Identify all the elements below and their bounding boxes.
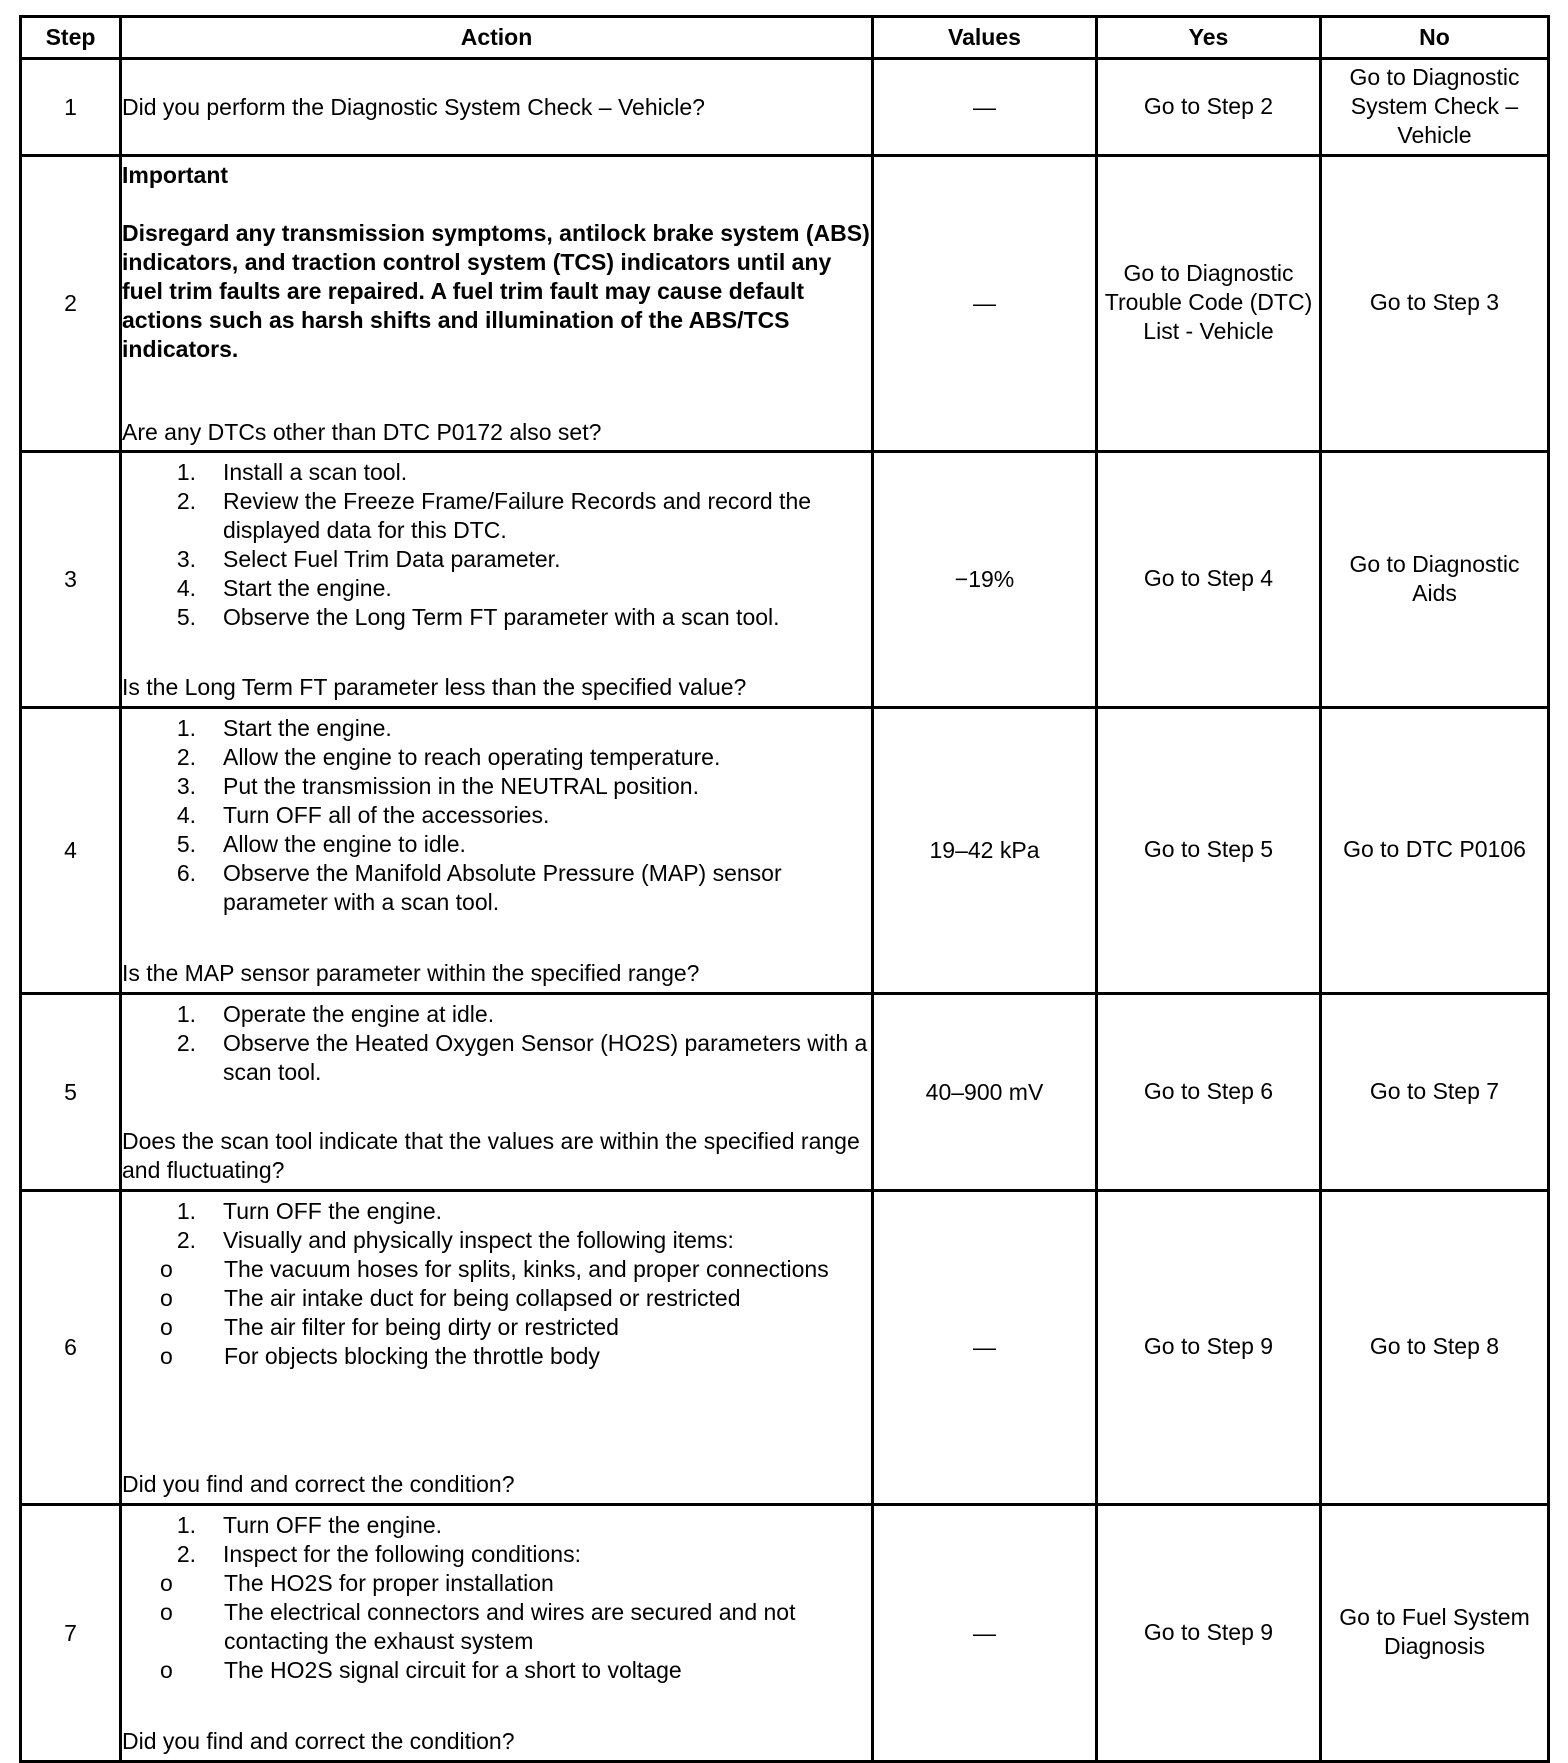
list-item [122,1284,871,1313]
table-row [21,1191,1549,1505]
list-number: 6. [176,859,196,886]
no-cell[interactable] [1321,1505,1549,1762]
bullet: o [160,1284,173,1311]
list-number: 2. [176,1226,196,1253]
list-text: For objects blocking the throttle body [224,1342,600,1369]
list-item [122,1598,871,1656]
list-text: Put the transmission in the NEUTRAL position. [223,772,699,799]
list-item [122,545,871,574]
list-text: Allow the engine to reach operating temperature. [223,743,721,770]
important-text: Disregard any transmission symptoms, antilock brake system (ABS) indicators, and traction control system (TCS) indicators until any fuel trim faults are repaired. A fuel trim fault may cause default actions such as harsh shifts and illumination of the ABS/TCS indicators. [122,219,870,362]
no-text[interactable]: Go to Step 7 [1369,1077,1500,1104]
action-cell [121,994,873,1191]
list-text: Observe the Manifold Absolute Pressure (MAP) sensor parameter with a scan tool. [223,859,782,915]
no-text[interactable]: Go to Diagnostic System Check – Vehicle [1349,63,1520,148]
yes-cell[interactable] [1097,156,1321,452]
list-item [122,603,871,632]
list-number: 1. [176,458,196,485]
yes-text[interactable]: Go to Diagnostic Trouble Code (DTC) List - Vehicle [1104,260,1313,344]
table-row [21,452,1549,708]
yes-text[interactable]: Go to Step 2 [1143,92,1274,119]
list-number: 2. [176,1029,196,1056]
yes-cell[interactable] [1097,1191,1321,1505]
list-text: Start the engine. [223,574,392,601]
list-item [122,574,871,603]
action-cell [121,708,873,994]
value-cell: −19% [873,452,1097,708]
list-text: Observe the Long Term FT parameter with a scan tool. [223,603,780,630]
action-cell [121,1505,873,1762]
yes-text[interactable]: Go to Step 4 [1143,565,1274,591]
list-text: Start the engine. [223,714,392,741]
list-item [122,487,871,545]
list-text: Turn OFF all of the accessories. [223,801,550,828]
list-text: The air filter for being dirty or restricted [224,1313,619,1340]
no-cell[interactable] [1321,1191,1549,1505]
no-cell[interactable] [1321,708,1549,994]
bullet: o [160,1656,173,1683]
step-number: 1 [21,59,121,156]
value-cell: — [873,1505,1097,1762]
list-text: Turn OFF the engine. [223,1511,443,1538]
list-item [122,743,871,772]
header-no: No [1321,17,1549,59]
list-item [122,1342,871,1371]
bullet: o [160,1598,173,1625]
list-item [122,714,871,743]
header-action: Action [121,17,873,59]
step-list [122,458,871,632]
list-text: The vacuum hoses for splits, kinks, and proper connections [224,1255,829,1282]
step-list [122,1197,871,1255]
list-number: 3. [176,772,196,799]
list-number: 2. [176,743,196,770]
action-cell [121,452,873,708]
no-text[interactable]: Go to DTC P0106 [1343,836,1526,862]
step-list [122,714,871,917]
sub-list [122,1569,871,1685]
step-number: 2 [21,156,121,452]
bullet: o [160,1569,173,1596]
question-text: Is the MAP sensor parameter within the specified range? [122,959,700,986]
list-number: 4. [176,574,196,601]
question-text: Did you perform the Diagnostic System Check – Vehicle? [122,93,705,120]
list-number: 2. [176,1540,196,1567]
yes-text[interactable]: Go to Step 9 [1143,1618,1274,1645]
list-item [122,458,871,487]
yes-cell[interactable] [1097,1505,1321,1762]
step-list [122,1000,871,1087]
important-title: Important [122,161,229,188]
list-text: Allow the engine to idle. [223,830,466,857]
yes-cell[interactable] [1097,452,1321,708]
list-text: The electrical connectors and wires are secured and not contacting the exhaust system [224,1598,796,1654]
value-cell: — [873,59,1097,156]
action-cell [121,1191,873,1505]
no-text[interactable]: Go to Diagnostic Aids [1349,550,1520,606]
yes-cell[interactable] [1097,994,1321,1191]
table-row [21,59,1549,156]
value-cell: — [873,156,1097,452]
list-item [122,1000,871,1029]
no-cell[interactable] [1321,452,1549,708]
list-text: The HO2S signal circuit for a short to voltage [224,1656,682,1683]
no-cell[interactable] [1321,156,1549,452]
list-number: 2. [176,487,196,514]
list-item [122,1656,871,1685]
list-number: 5. [176,603,196,630]
no-text[interactable]: Go to Step 8 [1369,1333,1500,1359]
question-text: Are any DTCs other than DTC P0172 also set? [122,418,602,445]
list-number: 5. [176,830,196,857]
list-item [122,1029,871,1087]
step-number: 4 [21,708,121,994]
list-text: Visually and physically inspect the following items: [223,1226,734,1253]
value-cell: 19–42 kPa [873,708,1097,994]
yes-text[interactable]: Go to Step 6 [1143,1077,1274,1104]
list-item [122,1569,871,1598]
step-number: 7 [21,1505,121,1762]
no-text[interactable]: Go to Fuel System Diagnosis [1339,1604,1530,1659]
question-text: Does the scan tool indicate that the values are within the specified range and fluctuating? [122,1127,860,1183]
header-values: Values [873,17,1097,59]
no-cell[interactable] [1321,994,1549,1191]
value-cell: 40–900 mV [873,994,1097,1191]
list-number: 1. [176,1511,196,1538]
no-cell[interactable] [1321,59,1549,156]
table-row [21,708,1549,994]
action-cell [121,59,873,156]
list-text: Review the Freeze Frame/Failure Records and record the displayed data for this DTC. [223,487,812,543]
list-item [122,830,871,859]
bullet: o [160,1342,173,1369]
no-text[interactable]: Go to Step 3 [1369,289,1500,315]
list-number: 1. [176,1000,196,1027]
yes-cell[interactable] [1097,59,1321,156]
bullet: o [160,1313,173,1340]
list-text: Observe the Heated Oxygen Sensor (HO2S) parameters with a scan tool. [223,1029,868,1085]
list-number: 4. [176,801,196,828]
sub-list [122,1255,871,1371]
question-text: Did you find and correct the condition? [122,1727,515,1754]
list-number: 1. [176,1197,196,1224]
header-step: Step [21,17,121,59]
list-item [122,1255,871,1284]
list-text: The HO2S for proper installation [224,1569,554,1596]
list-text: Operate the engine at idle. [223,1000,495,1027]
list-number: 1. [176,714,196,741]
yes-text[interactable]: Go to Step 5 [1143,836,1274,862]
list-item [122,801,871,830]
yes-text[interactable]: Go to Step 9 [1143,1333,1274,1359]
header-yes: Yes [1097,17,1321,59]
question-text: Did you find and correct the condition? [122,1470,515,1497]
diagnostic-table [19,15,1550,1763]
list-text: Turn OFF the engine. [223,1197,443,1224]
header-row [21,17,1549,59]
table-row [21,994,1549,1191]
table-row [21,156,1549,452]
list-text: Install a scan tool. [223,458,408,485]
list-text: Inspect for the following conditions: [223,1540,581,1567]
list-text: The air intake duct for being collapsed or restricted [224,1284,741,1311]
question-text: Is the Long Term FT parameter less than the specified value? [122,673,747,700]
list-item [122,1313,871,1342]
list-item [122,859,871,917]
list-item [122,1226,871,1255]
action-cell [121,156,873,452]
value-cell: — [873,1191,1097,1505]
step-list [122,1511,871,1569]
list-item [122,1197,871,1226]
list-item [122,1511,871,1540]
list-number: 3. [176,545,196,572]
bullet: o [160,1255,173,1282]
list-text: Select Fuel Trim Data parameter. [223,545,561,572]
step-number: 3 [21,452,121,708]
table-row [21,1505,1549,1762]
step-number: 5 [21,994,121,1191]
step-number: 6 [21,1191,121,1505]
list-item [122,1540,871,1569]
yes-cell[interactable] [1097,708,1321,994]
list-item [122,772,871,801]
